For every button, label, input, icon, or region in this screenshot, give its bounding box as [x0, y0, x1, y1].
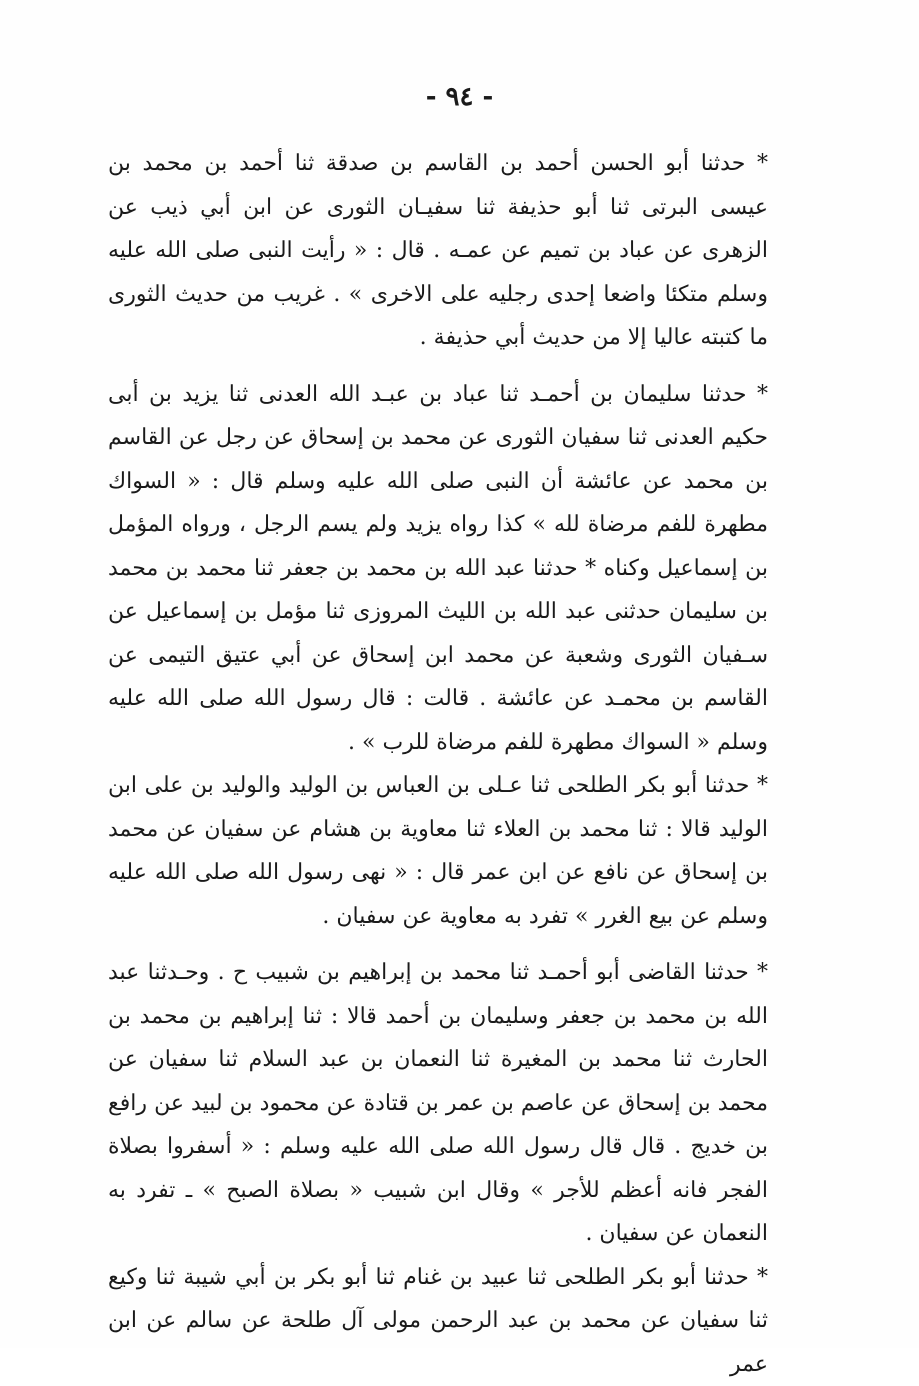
paragraph-hadith-5: * حدثنا أبو بكر الطلحى ثنا عبيد بن غنام ثنا أبو بكر بن أبي شيبة ثنا وكيع ثنا سفيان عن محمد بن عبد الرحمن مولى آل طلحة عن سالم عن ابن عمر	[108, 1256, 768, 1386]
text-body	[108, 142, 768, 1386]
paragraph-hadith-3: * حدثنا أبو بكر الطلحى ثنا عـلى بن العباس بن الوليد والوليد بن على ابن الوليد قالا : ثنا محمد بن العلاء ثنا معاوية بن هشام عن سفيان عن محمد بن إسحاق عن نافع عن ابن عمر قال : « نهى رسول الله صلى الله عليه وسلم عن بيع الغرر » تفرد به معاوية عن سفيان .	[108, 764, 768, 938]
paragraph-hadith-2: * حدثنا سليمان بن أحمـد ثنا عباد بن عبـد الله العدنى ثنا يزيد بن أبى حكيم العدنى ثنا سفيان الثورى عن محمد بن إسحاق عن رجل عن القاسم بن محمد عن عائشة أن النبى صلى الله عليه وسلم قال : « السواك مطهرة للفم مرضاة لله » كذا رواه يزيد ولم يسم الرجل ، ورواه المؤمل بن إسماعيل وكناه * حدثنا عبد الله بن محمد بن جعفر ثنا محمد بن محمد بن سليمان حدثنى عبد الله بن الليث المروزى ثنا مؤمل بن إسماعيل عن سـفيان الثورى وشعبة عن محمد ابن إسحاق عن أبي عتيق التيمى عن القاسم بن محمـد عن عائشة . قالت : قال رسول الله صلى الله عليه وسلم « السواك مطهرة للفم مرضاة للرب » .	[108, 373, 768, 765]
paragraph-hadith-1: * حدثنا أبو الحسن أحمد بن القاسم بن صدقة ثنا أحمد بن محمد بن عيسى البرتى ثنا أبو حذيفة ثنا سفيـان الثورى عن ابن أبي ذيب عن الزهرى عن عباد بن تميم عن عمـه . قال : « رأيت النبى صلى الله عليه وسلم متكئا واضعا إحدى رجليه على الاخرى » . غريب من حديث الثورى ما كتبته عاليا إلا من حديث أبي حذيفة .	[108, 142, 768, 360]
page-number: - ٩٤ -	[0, 82, 919, 112]
paragraph-hadith-4: * حدثنا القاضى أبو أحمـد ثنا محمد بن إبراهيم بن شبيب ح . وحـدثنا عبد الله بن محمد بن جعفر وسليمان بن أحمد قالا : ثنا إبراهيم بن محمد بن الحارث ثنا محمد بن المغيرة ثنا النعمان بن عبد السلام ثنا سفيان عن محمد بن إسحاق عن عاصم بن عمر بن قتادة عن محمود بن لبيد عن رافع بن خديج . قال قال رسول الله صلى الله عليه وسلم : « أسفروا بصلاة الفجر فانه أعظم للأجر » وقال ابن شبيب « بصلاة الصبح » ـ تفرد به النعمان عن سفيان .	[108, 951, 768, 1256]
